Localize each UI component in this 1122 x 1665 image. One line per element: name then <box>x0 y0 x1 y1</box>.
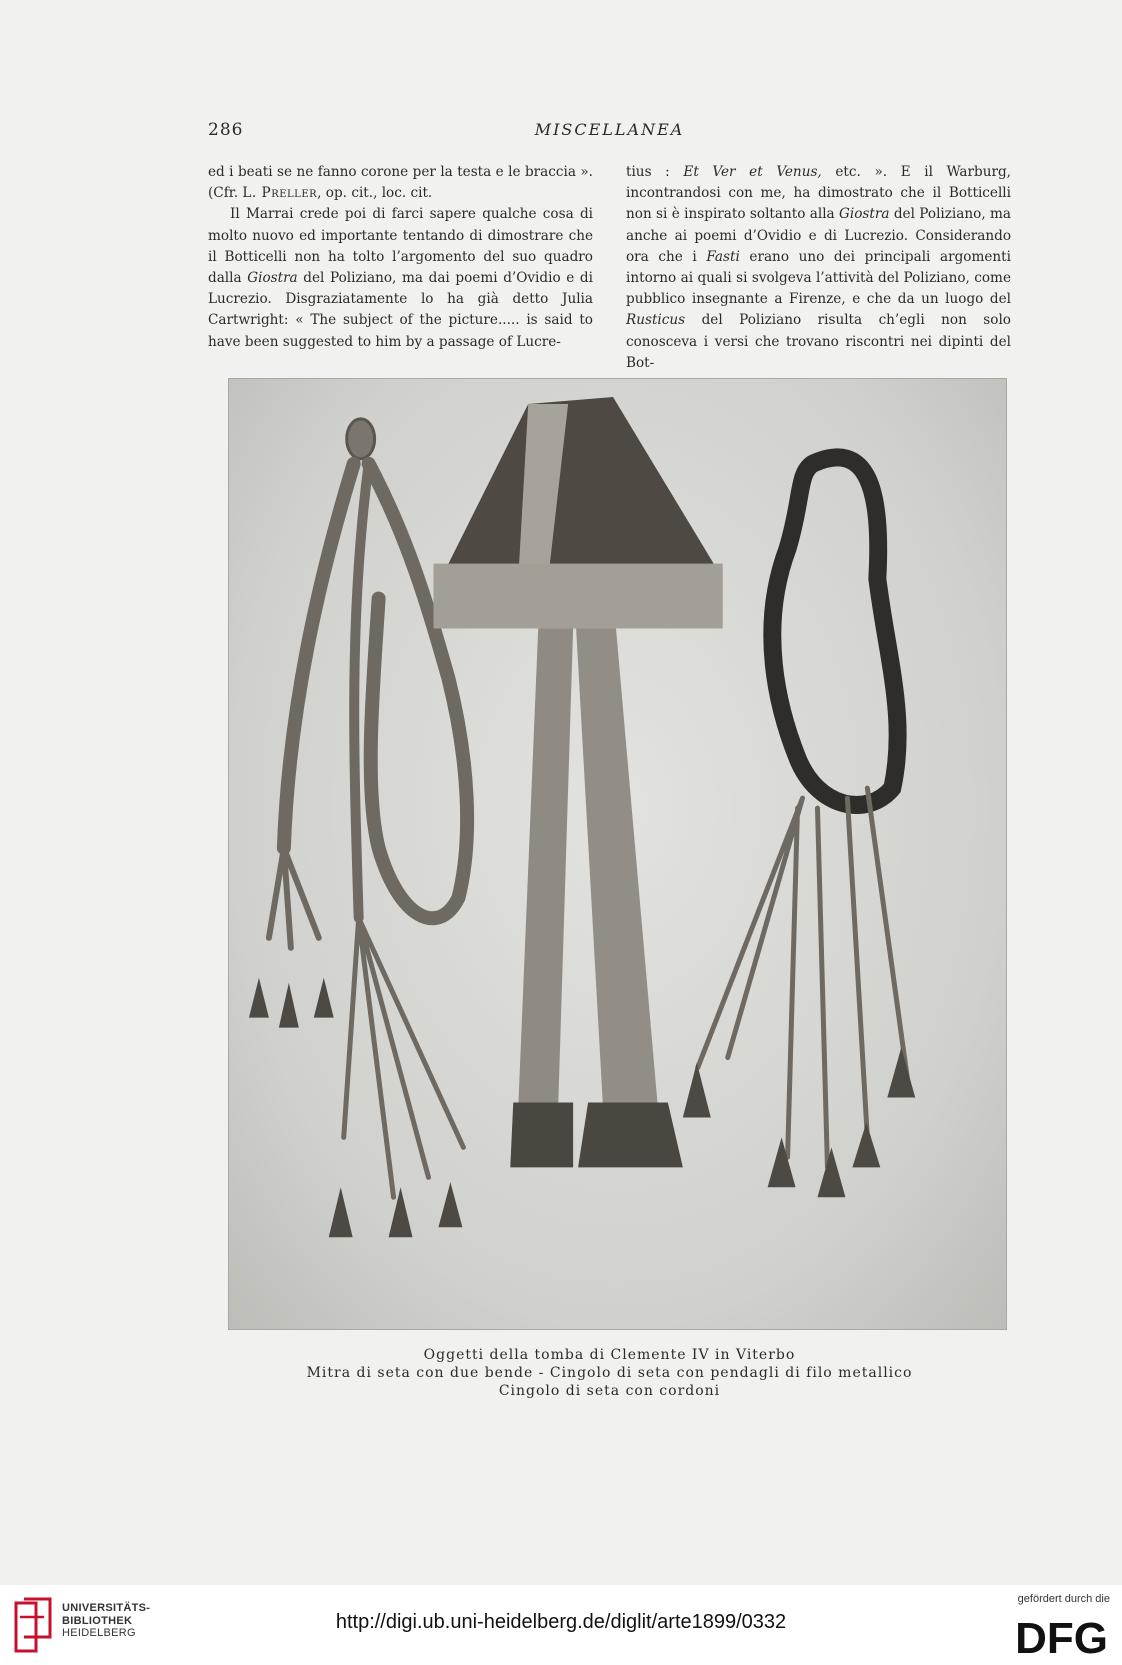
right-cingulum <box>698 457 907 1167</box>
paragraph-2: Il Marrai crede poi di farci sapere qualche cosa di molto nuovo ed importante tentando di dimostrare che il Botticelli non ha tolto l’argomento del suo quadro dalla Giostra del Poliziano, ma dai poemi d’Ovidio e di Lucrezio. Disgraziatamente lo ha già detto Julia Cartwright: « The subject of the picture..... is said to have been suggested to him by a passage of Lucre- <box>208 206 593 350</box>
dfg-label: DFG <box>1015 1614 1108 1657</box>
title-rusticus: Rusticus <box>626 312 686 329</box>
paragraph-1: ed i beati se ne fanno corone per la testa e le braccia ». (Cfr. L. Preller, op. cit., loc. cit. <box>208 164 593 202</box>
title-giostra: Giostra <box>247 270 298 287</box>
right-column <box>626 162 1011 374</box>
caption-line-1: Oggetti della tomba di Clemente IV in Viterbo <box>423 1347 796 1363</box>
photo-plate <box>228 378 1007 1330</box>
left-column <box>208 162 593 374</box>
paragraph-3: tius : Et Ver et Venus, etc. ». E il Warburg, incontrandosi con me, ha dimostrato che il Botticelli non si è inspirato soltanto alla Giostra del Poliziano, ma anche ai poemi d’Ovidio e di Lucrezio. Considerando ora che i Fasti erano uno dei principali argomenti intorno ai quali si svolgeva l’attività del Poliziano, come pubblico insegnante a Firenze, e che da un luogo del Rusticus del Poliziano risulta ch’egli non solo conosceva i versi che trovano riscontri nei dipinti del Bot- <box>626 164 1012 371</box>
university-library-name[interactable]: UNIVERSITÄTS- BIBLIOTHEK HEIDELBERG <box>62 1602 151 1639</box>
caption-line-3: Cingolo di seta con cordoni <box>498 1383 721 1399</box>
figure-caption <box>208 1346 1011 1400</box>
textile-objects-illustration <box>229 379 1006 1329</box>
permalink-url[interactable]: http://digi.ub.uni-heidelberg.de/diglit/arte1899/0332 <box>335 1611 787 1633</box>
mitre <box>433 397 722 1167</box>
dfg-logo-icon[interactable] <box>990 1613 1110 1657</box>
caption-line-2: Mitra di seta con due bende - Cingolo di seta con pendagli di filo metallico <box>306 1365 913 1381</box>
author-name: L. Preller <box>242 185 318 202</box>
funding-note: gefördert durch die <box>1017 1593 1110 1605</box>
running-head: MISCELLANEA <box>534 120 685 139</box>
title-fasti: Fasti <box>706 248 740 265</box>
quote-et-ver-et-venus: Et Ver et Venus, <box>683 164 822 180</box>
right-tassels <box>683 1048 915 1198</box>
page-number: 286 <box>208 120 244 140</box>
page-header <box>208 120 1011 144</box>
title-giostra-2: Giostra <box>839 206 890 223</box>
left-tassels <box>249 978 462 1237</box>
text-columns <box>208 162 1011 374</box>
left-cingulum <box>269 419 467 1197</box>
digitization-footer <box>0 1585 1122 1665</box>
